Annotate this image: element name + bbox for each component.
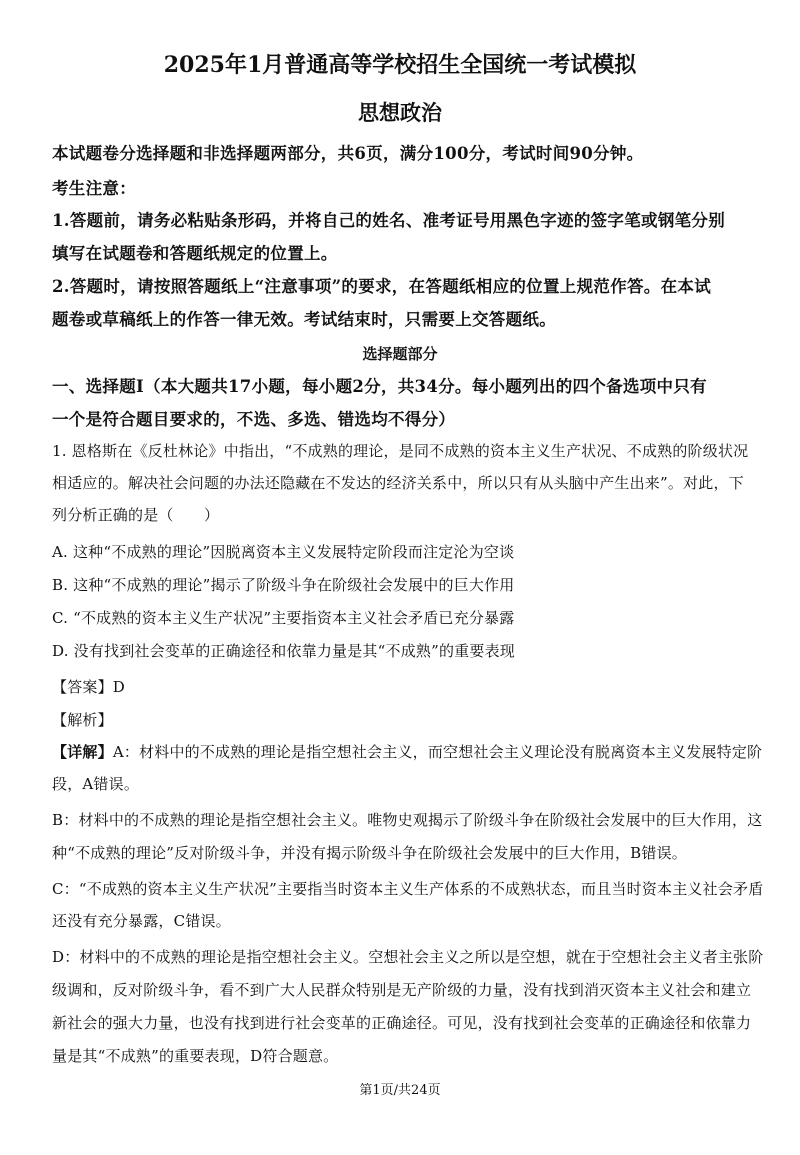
detail-d-line-1: D：材料中的不成熟的理论是指空想社会主义。空想社会主义之所以是空想，就在于空想社会主义者主张阶 [52, 948, 764, 966]
section-heading-line-2: 一个是符合题目要求的，不选、多选、错选均不得分） [52, 410, 456, 429]
detail-b-line-1: B：材料中的不成熟的理论是指空想社会主义。唯物史观揭示了阶级斗争在阶级社会发展中的巨大作用，这 [52, 811, 763, 829]
notice-heading: 考生注意： [52, 179, 136, 198]
answer-line: 【答案】D [52, 678, 126, 696]
detail-a-line-2: 段，A错误。 [52, 775, 140, 793]
detail-a-text: A：材料中的不成熟的理论是指空想社会主义，而空想社会主义理论没有脱离资本主义发展特定阶 [112, 743, 763, 761]
option-d: D. 没有找到社会变革的正确途径和依靠力量是其“不成熟”的重要表现 [52, 642, 515, 660]
subject-title: 思想政治 [358, 100, 442, 125]
detail-d-line-4: 量是其“不成熟”的重要表现，D符合题意。 [52, 1047, 339, 1065]
option-b: B. 这种“不成熟的理论”揭示了阶级斗争在阶级社会发展中的巨大作用 [52, 576, 515, 594]
question-stem-line-1: 1. 恩格斯在《反杜林论》中指出，“不成熟的理论，是同不成熟的资本主义生产状况、不成熟的阶级状况 [52, 442, 749, 460]
exam-title: 2025年1月普通高等学校招生全国统一考试模拟 [163, 52, 637, 78]
section-heading-line-1: 一、选择题Ⅰ（本大题共17小题，每小题2分，共34分。每小题列出的四个备选项中只有 [52, 377, 707, 396]
notice-1-line-1: 1.答题前，请务必粘贴条形码，并将自己的姓名、准考证号用黑色字迹的签字笔或钢笔分别 [52, 211, 726, 230]
detail-a-line-1 [52, 741, 762, 762]
detail-label: 【详解】 [52, 743, 113, 761]
notice-2-line-1: 2.答题时，请按照答题纸上“注意事项”的要求，在答题纸相应的位置上规范作答。在本试 [52, 277, 712, 296]
notice-1-line-2: 填写在试题卷和答题纸规定的位置上。 [52, 244, 338, 263]
option-a: A. 这种“不成熟的理论”因脱离资本主义发展特定阶段而注定沦为空谈 [52, 543, 515, 561]
page-number: 第1页/共24页 [359, 1083, 441, 1098]
question-stem-line-2: 相适应的。解决社会问题的办法还隐藏在不发达的经济关系中，所以只有从头脑中产生出来”。对此，下 [52, 474, 744, 492]
analysis-label: 【解析】 [52, 711, 113, 729]
part-title: 选择题部分 [362, 345, 438, 363]
detail-b-line-2: 种“不成熟的理论”反对阶级斗争，并没有揭示阶级斗争在阶级社会发展中的巨大作用，B错误。 [52, 844, 687, 862]
detail-c-line-2: 还没有充分暴露，C错误。 [52, 912, 231, 930]
notice-2-line-2: 题卷或草稿纸上的作答一律无效。考试结束时，只需要上交答题纸。 [52, 310, 556, 329]
exam-summary: 本试题卷分选择题和非选择题两部分，共6页，满分100分，考试时间90分钟。 [52, 144, 644, 163]
option-c: C. “不成熟的资本主义生产状况”主要指资本主义社会矛盾已充分暴露 [52, 609, 515, 627]
detail-d-line-3: 新社会的强大力量，也没有找到进行社会变革的正确途径。可见，没有找到社会变革的正确途径和依靠力 [52, 1014, 752, 1032]
detail-c-line-1: C：“不成熟的资本主义生产状况”主要指当时资本主义生产体系的不成熟状态，而且当时资本主义社会矛盾 [52, 880, 764, 898]
detail-d-line-2: 级调和，反对阶级斗争，看不到广大人民群众特别是无产阶级的力量，没有找到消灭资本主义社会和建立 [52, 981, 752, 999]
question-stem-line-3: 列分析正确的是（ ） [52, 506, 220, 524]
